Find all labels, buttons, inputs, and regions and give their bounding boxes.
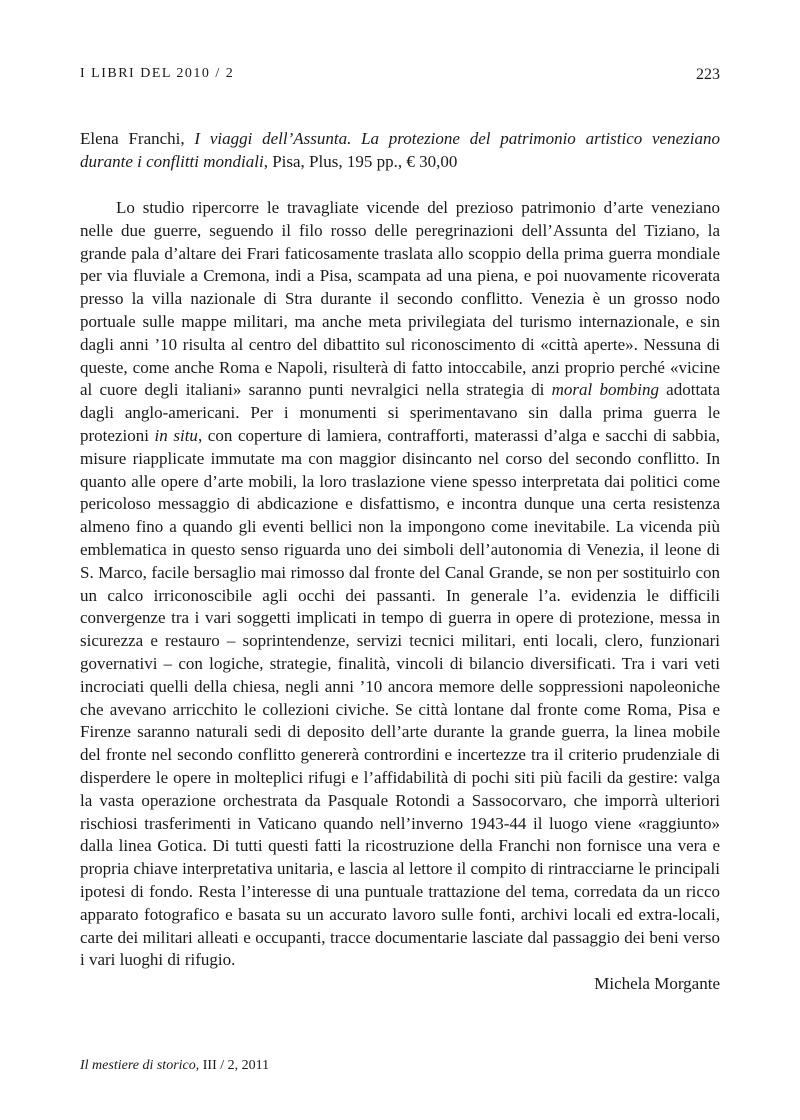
page-header [80, 66, 720, 88]
review-paragraph [80, 197, 720, 972]
review-text-part1: Lo studio ripercorre le travagliate vicende del prezioso patrimonio d’arte veneziano nelle due guerre, seguendo il filo rosso delle peregrinazioni dell’Assunta del Tiziano, la grande pala d’altare dei Frari faticosamente traslata allo scoppio della prima guerra mondiale per via fluviale a Cremona, indi a Pisa, scampata ad una piena, e poi nuovamente ricoverata presso la villa nazionale di Stra durante il secondo conflitto. Venezia è un grosso nodo portuale sulle mappe militari, ma anche meta privilegiata del turismo internazionale, e sin dagli anni ’10 risulta al centro del dibattito sul riconoscimento di «città aperte». Nessuna di queste, come anche Roma e Napoli, risulterà di fatto intoccabile, anzi proprio perché «vicine al cuore degli italiani» saranno punti nevralgici nella strategia di [80, 198, 720, 400]
page-number: 223 [696, 66, 720, 83]
review-italic-in-situ: in situ [154, 425, 198, 445]
running-head: I LIBRI DEL 2010 / 2 [80, 66, 235, 81]
review-signature: Michela Morgante [594, 974, 720, 993]
citation-title: I viaggi dell’Assunta. La protezione del patrimonio artistico veneziano durante i conflitti mondiali [80, 129, 720, 171]
citation-publisher: , Pisa, Plus, 195 pp., € 30,00 [263, 152, 458, 171]
review-italic-moral-bombing: moral bombing [551, 380, 659, 400]
review-text-part3: , con coperture di lamiera, contrafforti, materassi d’alga e sacchi di sabbia, misure riapplicate immutate ma con maggior disincanto nel corso del secondo conflitto. In quanto alle opere d’arte mobili, la loro traslazione viene spesso interpretata dai politici come pericoloso messaggio di abdicazione e disfattismo, e incontra dunque una certa resistenza almeno fino a quando gli eventi bellici non la impongono come inevitabile. La vicenda più emblematica in questo senso riguarda uno dei simboli dell’autonomia di Venezia, il leone di S. Marco, facile bersaglio mai rimosso dal fronte del Canal Grande, se non per sostituirlo con un calco irriconoscibile agli occhi dei passanti. In generale l’a. evidenzia le difficili convergenze tra i vari soggetti implicati in tempo di guerra in opere di protezione, messa in sicurezza e restauro – soprintendenze, servizi tecnici militari, enti locali, clero, funzionari governativi – con logiche, strategie, finalità, vincoli di bilancio diversificati. Tra i vari veti incrociati quelli della chiesa, negli anni ’10 ancora memore delle soppressioni napoleoniche che avevano arricchito le collezioni civiche. Se città lontane dal fronte come Roma, Pisa e Firenze saranno naturali sedi di deposito dell’arte durante la grande guerra, la linea mobile del fronte nel secondo conflitto genererà contrordini e incertezze tra il criterio prudenziale di disperdere le opere in molteplici rifugi e l’affidabilità di pochi siti più facili da gestire: valga la vasta operazione orchestrata da Pasquale Rotondi a Sassocorvaro, che imporrà ulteriori rischiosi trasferimenti in Vaticano quando nell’inverno 1943-44 il luogo viene «raggiunto» dalla linea Gotica. Di tutti questi fatti la ricostruzione della Franchi non fornisce una vera e propria chiave interpretativa unitaria, e lascia al lettore il compito di rintracciarne le principali ipotesi di fondo. Resta l’interesse di una puntuale trattazione del tema, corredata da un ricco apparato fotografico e basata su un accurato lavoro sulle fonti, archivi locali ed extra-locali, carte dei militari alleati e occupanti, tracce documentarie lasciate dal passaggio dei beni verso i vari luoghi di rifugio. [80, 425, 720, 970]
page-footer [80, 1058, 269, 1074]
footer-journal: Il mestiere di storico [80, 1058, 196, 1073]
review-body [80, 197, 720, 972]
footer-issue: , III / 2, 2011 [195, 1058, 270, 1073]
review-text-part2: adottata dagli anglo-americani. Per i monumenti si sperimentavano sin dalla prima guerra le protezioni [80, 380, 720, 445]
book-citation [80, 127, 720, 173]
citation-author: Elena Franchi, [80, 129, 195, 148]
